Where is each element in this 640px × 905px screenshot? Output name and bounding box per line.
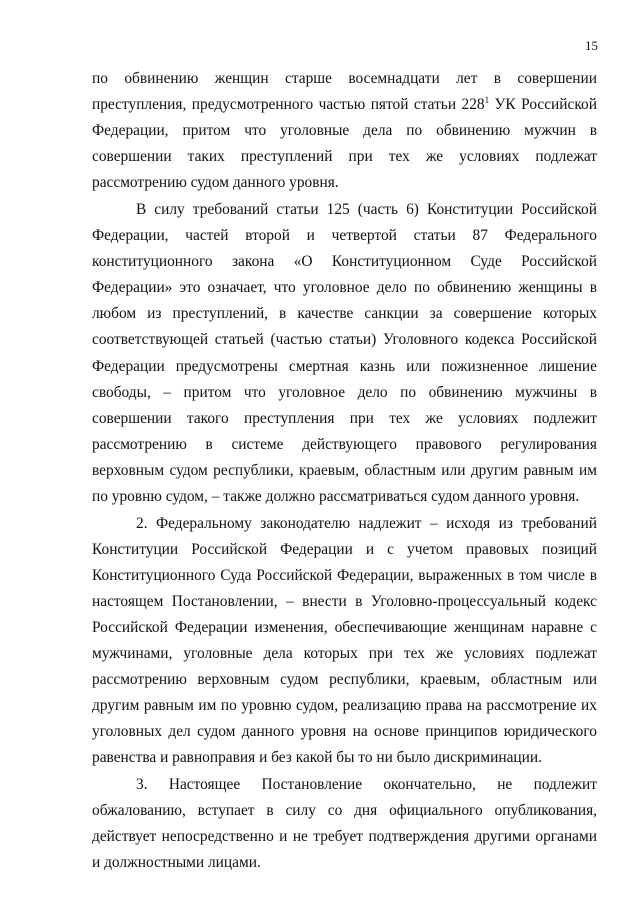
- paragraph-item-3: 3. Настоящее Постановление окончательно, не подлежит обжалованию, вступает в силу со дня официального опубликования, действует непосредственно и не требует подтверждения другими органами и должностными лицами.: [92, 776, 597, 872]
- paragraph-text-start: по обвинению женщин старше восемнадцати лет в совершении преступления, предусмотренного частью пятой статьи 228: [92, 70, 597, 114]
- article-superscript: 1: [484, 95, 490, 106]
- paragraph-item-2: 2. Федеральному законодателю надлежит – исходя из требований Конституции Российской Федерации и с учетом правовых позиций Конституционного Суда Российской Федерации, выраженных в том числе в настоящем Постановлении, – внести в Уголовно-процессуальный кодекс Российской Федерации изменения, обеспечивающие женщинам наравне с мужчинами, уголовные дела которых при тех же условиях подлежат рассмотрению верховным судом республики, краевым, областным или другим равным им по уровню судом, реализацию права на рассмотрение их уголовных дел судом данного уровня на основе принципов юридического равенства и равноправия и без какой бы то ни было дискриминации.: [92, 514, 597, 767]
- paragraph-continuation: [92, 66, 597, 196]
- paragraph-text-end: УК Российской Федерации, притом что уголовные дела по обвинению мужчин в совершении таких преступлений при тех же условиях подлежат рассмотрению судом данного уровня.: [92, 96, 597, 192]
- paragraph: В силу требований статьи 125 (часть 6) Конституции Российской Федерации, частей второй и четвертой статьи 87 Федерального конституционного закона «О Конституционном Суде Российской Федерации» это означает, что уголовное дело по обвинению женщины в любом из преступлений, в качестве санкции за совершение которых соответствующей статьей (частью статьи) Уголовного кодекса Российской Федерации предусмотрены смертная казнь или пожизненное лишение свободы, – притом что уголовное дело по обвинению мужчины в совершении такого преступления при тех же условиях подлежит рассмотрению в системе действующего правового регулирования верховным судом республики, краевым, областным или другим равным им по уровню судом, – также должно рассматриваться судом данного уровня.: [92, 201, 597, 505]
- page-number: 15: [585, 38, 598, 53]
- document-body: [92, 66, 597, 876]
